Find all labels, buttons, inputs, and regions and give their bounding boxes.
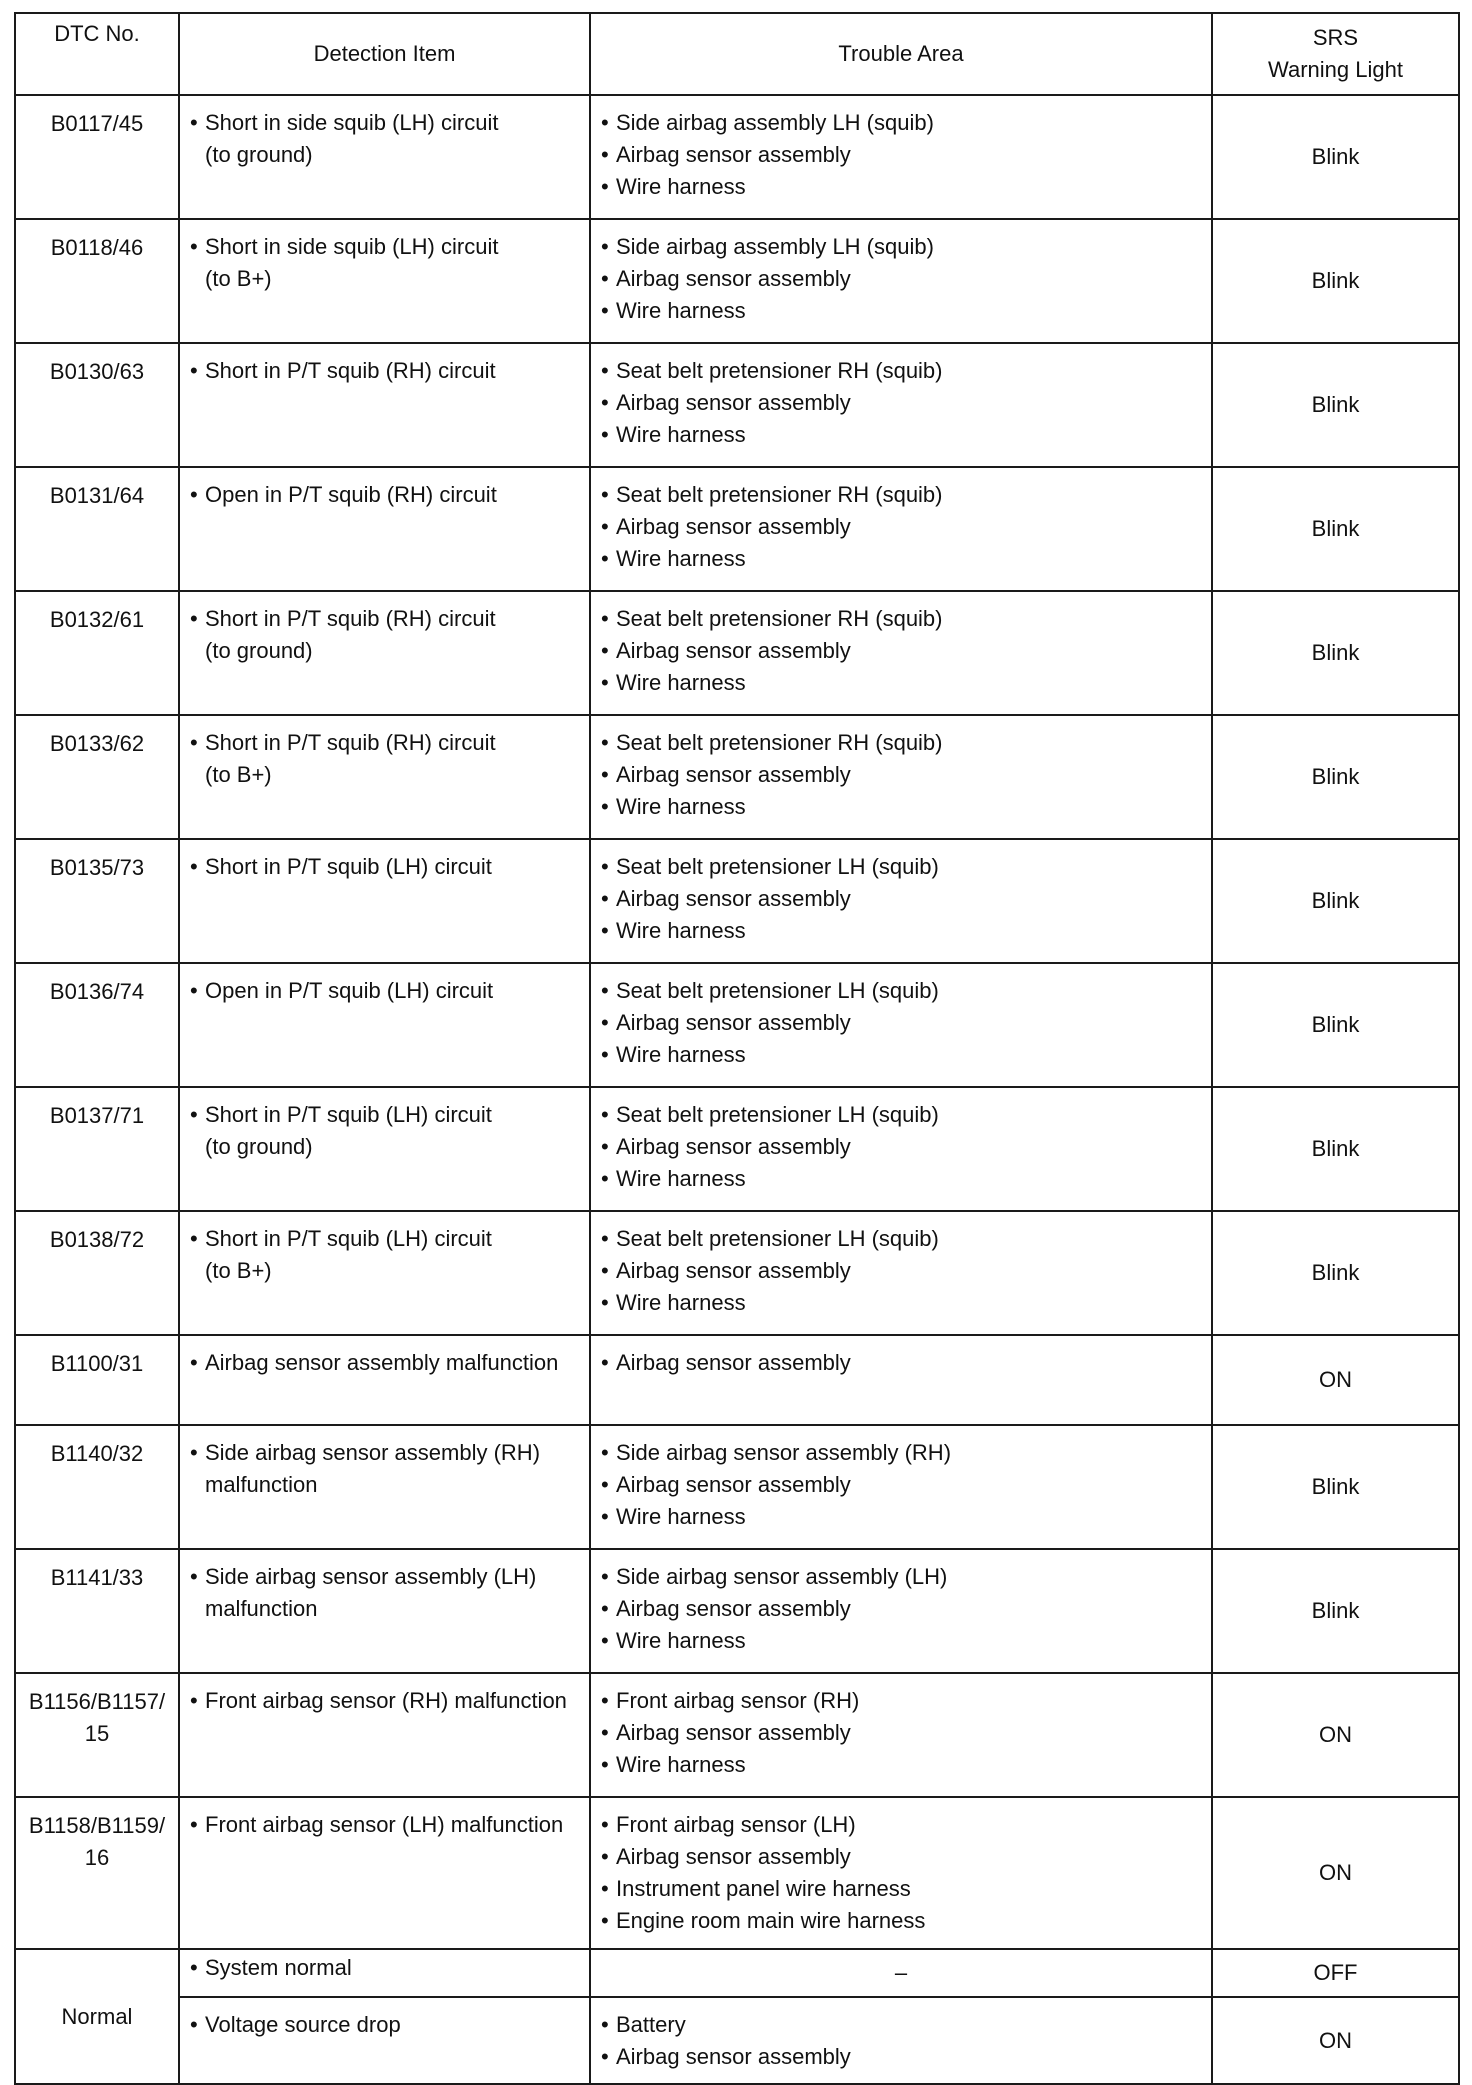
srs-warning-light-value: Blink (1311, 1260, 1360, 1285)
trouble-area-item: • Seat belt pretensioner RH (squib) (601, 355, 1203, 387)
srs-warning-light-cell (1212, 467, 1459, 591)
srs-warning-light-value: Blink (1311, 1598, 1360, 1623)
table-row (15, 1949, 1459, 1997)
trouble-area-item: • Airbag sensor assembly (601, 2041, 1203, 2073)
detection-line: (to ground) (205, 638, 313, 663)
dtc-code: B0137/71 (49, 1103, 145, 1128)
trouble-area-cell (590, 1549, 1212, 1673)
trouble-area-cell (590, 1997, 1212, 2084)
srs-warning-light-value: ON (1319, 2027, 1352, 2053)
srs-warning-light-cell (1212, 839, 1459, 963)
detection-line: • Short in P/T squib (LH) circuit (205, 854, 492, 879)
dtc-code-cell (15, 1087, 179, 1211)
detection-item (190, 603, 581, 667)
dtc-code: B1158/B1159/ (28, 1813, 166, 1838)
dtc-code: B1100/31 (50, 1351, 144, 1376)
trouble-area-cell (590, 467, 1212, 591)
srs-warning-light-value: OFF (1313, 1960, 1358, 1985)
dtc-table-body (15, 95, 1459, 2084)
dtc-code-cell (15, 219, 179, 343)
trouble-area-item: • Airbag sensor assembly (601, 511, 1203, 543)
srs-warning-light-value: Blink (1311, 268, 1360, 293)
srs-warning-light-value: Blink (1311, 144, 1360, 169)
table-row (15, 1797, 1459, 1949)
table-row (15, 963, 1459, 1087)
dtc-code: B0132/61 (49, 607, 145, 632)
detection-line: • Short in P/T squib (RH) circuit (205, 606, 496, 631)
detection-item-cell (179, 1425, 590, 1549)
srs-warning-light-value: Blink (1311, 640, 1360, 665)
dtc-code-cell (15, 343, 179, 467)
detection-line: • Short in P/T squib (RH) circuit (205, 358, 496, 383)
srs-warning-light-value: ON (1319, 1722, 1352, 1747)
table-row (15, 1425, 1459, 1549)
detection-item (190, 727, 581, 791)
dtc-code-cell (15, 591, 179, 715)
trouble-area-item: • Airbag sensor assembly (601, 883, 1203, 915)
detection-line: • Short in side squib (LH) circuit (205, 110, 499, 135)
trouble-area-item: • Engine room main wire harness (601, 1905, 1203, 1937)
trouble-area-item: • Wire harness (601, 915, 1203, 947)
dtc-code: 15 (84, 1721, 110, 1746)
detection-item (190, 1685, 581, 1717)
table-row (15, 1335, 1459, 1425)
srs-warning-light-cell (1212, 219, 1459, 343)
table-row (15, 715, 1459, 839)
table-row (15, 1549, 1459, 1673)
srs-warning-light-cell (1212, 343, 1459, 467)
srs-warning-light-value: Blink (1311, 888, 1360, 913)
trouble-area-item: • Wire harness (601, 1163, 1203, 1195)
detection-item: • System normal (190, 1952, 581, 1984)
detection-line: (to B+) (205, 266, 272, 291)
trouble-area-item: • Airbag sensor assembly (601, 1841, 1203, 1873)
detection-line: • Airbag sensor assembly malfunction (205, 1350, 559, 1375)
trouble-area-item: • Wire harness (601, 1039, 1203, 1071)
table-row (15, 343, 1459, 467)
detection-line: • Front airbag sensor (RH) malfunction (205, 1688, 567, 1713)
dtc-table (14, 12, 1460, 2085)
detection-item-cell (179, 1797, 590, 1949)
dtc-code-cell (15, 1425, 179, 1549)
srs-warning-light-value: Blink (1311, 1136, 1360, 1161)
dtc-code-cell (15, 839, 179, 963)
trouble-area-cell (590, 1087, 1212, 1211)
detection-item (190, 1561, 581, 1625)
detection-item (190, 1437, 581, 1501)
trouble-area-item: • Airbag sensor assembly (601, 1469, 1203, 1501)
trouble-area-item: • Airbag sensor assembly (601, 1717, 1203, 1749)
trouble-area-item: • Airbag sensor assembly (601, 387, 1203, 419)
trouble-area-item: • Seat belt pretensioner RH (squib) (601, 603, 1203, 635)
trouble-area-item: • Seat belt pretensioner LH (squib) (601, 1099, 1203, 1131)
dtc-code: B1156/B1157/ (28, 1689, 166, 1714)
table-row (15, 1087, 1459, 1211)
srs-warning-light-value: ON (1319, 1367, 1352, 1392)
detection-item-cell (179, 1673, 590, 1797)
trouble-area-item: • Wire harness (601, 543, 1203, 575)
trouble-area-item: • Wire harness (601, 295, 1203, 327)
trouble-area-item: • Airbag sensor assembly (601, 1007, 1203, 1039)
srs-warning-light-cell (1212, 1425, 1459, 1549)
trouble-area-item: • Wire harness (601, 171, 1203, 203)
header-trouble-area: Trouble Area (590, 13, 1212, 95)
detection-item (190, 231, 581, 295)
header-light-line1: SRS (1312, 25, 1359, 50)
table-row (15, 1673, 1459, 1797)
trouble-area-cell (590, 95, 1212, 219)
dtc-code-cell (15, 1949, 179, 2084)
detection-item (190, 355, 581, 387)
detection-line: • Side airbag sensor assembly (RH) (205, 1440, 541, 1465)
trouble-area-cell (590, 1797, 1212, 1949)
trouble-area-item: • Side airbag sensor assembly (LH) (601, 1561, 1203, 1593)
srs-warning-light-cell (1212, 963, 1459, 1087)
table-row (15, 1211, 1459, 1335)
detection-line: (to B+) (205, 762, 272, 787)
dtc-code: B0117/45 (50, 111, 144, 136)
dtc-code-cell (15, 95, 179, 219)
detection-item (190, 1099, 581, 1163)
trouble-area-item: • Side airbag sensor assembly (RH) (601, 1437, 1203, 1469)
srs-warning-light-cell (1212, 591, 1459, 715)
detection-item (190, 479, 581, 511)
detection-item-cell (179, 591, 590, 715)
detection-item (190, 107, 581, 171)
detection-item-cell (179, 1997, 590, 2084)
trouble-area-item: • Wire harness (601, 791, 1203, 823)
srs-warning-light-value: Blink (1311, 1474, 1360, 1499)
detection-item: • Voltage source drop (190, 2009, 581, 2041)
detection-item-cell (179, 1335, 590, 1425)
detection-line: • Open in P/T squib (RH) circuit (205, 482, 497, 507)
table-row (15, 839, 1459, 963)
header-row (15, 13, 1459, 95)
srs-warning-light-value: Blink (1311, 392, 1360, 417)
detection-item-cell (179, 963, 590, 1087)
header-detection-item: Detection Item (179, 13, 590, 95)
dtc-code: B0135/73 (49, 855, 145, 880)
detection-line: • Short in P/T squib (LH) circuit (205, 1102, 492, 1127)
detection-item-cell (179, 1087, 590, 1211)
srs-warning-light-value: Blink (1311, 516, 1360, 541)
detection-item (190, 975, 581, 1007)
srs-warning-light-cell (1212, 1673, 1459, 1797)
trouble-area-item: • Instrument panel wire harness (601, 1873, 1203, 1905)
dtc-code: B0136/74 (49, 979, 145, 1004)
srs-warning-light-value: Blink (1311, 1012, 1360, 1037)
trouble-area-item: • Airbag sensor assembly (601, 1255, 1203, 1287)
trouble-area-item: • Wire harness (601, 1749, 1203, 1781)
detection-item (190, 1223, 581, 1287)
dtc-code: B0138/72 (49, 1227, 145, 1252)
detection-line: (to ground) (205, 1134, 313, 1159)
detection-line: • Side airbag sensor assembly (LH) (205, 1564, 537, 1589)
trouble-area-item: • Side airbag assembly LH (squib) (601, 107, 1203, 139)
trouble-area-item: • Wire harness (601, 419, 1203, 451)
detection-line: malfunction (205, 1472, 318, 1497)
dtc-code-cell (15, 715, 179, 839)
detection-item-cell (179, 1549, 590, 1673)
trouble-area-item: • Wire harness (601, 1625, 1203, 1657)
detection-item-cell (179, 219, 590, 343)
dtc-code-cell (15, 1797, 179, 1949)
trouble-area-cell (590, 1425, 1212, 1549)
trouble-area-item: • Battery (601, 2009, 1203, 2041)
dtc-code: B1140/32 (50, 1441, 144, 1466)
dtc-code: B0133/62 (49, 731, 145, 756)
table-row (15, 467, 1459, 591)
trouble-area-cell (590, 343, 1212, 467)
trouble-area-item: • Front airbag sensor (RH) (601, 1685, 1203, 1717)
trouble-area-item: • Airbag sensor assembly (601, 139, 1203, 171)
detection-item-cell (179, 715, 590, 839)
detection-item-cell (179, 1949, 590, 1997)
trouble-area-item: • Side airbag assembly LH (squib) (601, 231, 1203, 263)
table-row (15, 1997, 1459, 2084)
srs-warning-light-value: Blink (1311, 764, 1360, 789)
header-light-line2: Warning Light (1268, 57, 1403, 82)
dtc-code: Normal (61, 2003, 133, 2029)
detection-item (190, 1809, 581, 1841)
srs-warning-light-cell (1212, 1549, 1459, 1673)
header-srs-warning-light (1212, 13, 1459, 95)
dtc-code-cell (15, 1673, 179, 1797)
detection-item-cell (179, 467, 590, 591)
detection-item-cell (179, 343, 590, 467)
trouble-area-item: • Airbag sensor assembly (601, 1131, 1203, 1163)
dtc-code: B0130/63 (49, 359, 145, 384)
trouble-area-item: • Airbag sensor assembly (601, 263, 1203, 295)
detection-item-cell (179, 839, 590, 963)
trouble-area-item: • Seat belt pretensioner RH (squib) (601, 479, 1203, 511)
srs-warning-light-cell (1212, 1949, 1459, 1997)
trouble-area-item: • Seat belt pretensioner LH (squib) (601, 1223, 1203, 1255)
srs-warning-light-cell (1212, 715, 1459, 839)
trouble-area-item: • Wire harness (601, 1501, 1203, 1533)
trouble-area-cell (590, 591, 1212, 715)
trouble-area-cell (590, 1673, 1212, 1797)
trouble-area-item: • Airbag sensor assembly (601, 635, 1203, 667)
dtc-code: 16 (84, 1845, 110, 1870)
trouble-area-cell (590, 1949, 1212, 1997)
trouble-area-cell (590, 1335, 1212, 1425)
detection-line: • Short in P/T squib (RH) circuit (205, 730, 496, 755)
dtc-code-cell (15, 1549, 179, 1673)
dtc-code: B1141/33 (50, 1565, 144, 1590)
trouble-area-item: • Airbag sensor assembly (601, 1593, 1203, 1625)
srs-warning-light-cell (1212, 1335, 1459, 1425)
dtc-code: B0131/64 (49, 483, 145, 508)
trouble-area-item: • Seat belt pretensioner LH (squib) (601, 975, 1203, 1007)
dtc-code: B0118/46 (50, 235, 144, 260)
detection-line: (to ground) (205, 142, 313, 167)
srs-warning-light-cell (1212, 1997, 1459, 2084)
detection-item-cell (179, 95, 590, 219)
detection-line: • Front airbag sensor (LH) malfunction (205, 1812, 564, 1837)
trouble-area-cell (590, 715, 1212, 839)
srs-warning-light-cell (1212, 1797, 1459, 1949)
srs-warning-light-cell (1212, 95, 1459, 219)
detection-line: • Short in P/T squib (LH) circuit (205, 1226, 492, 1251)
dtc-code-cell (15, 467, 179, 591)
trouble-area-item: • Airbag sensor assembly (601, 759, 1203, 791)
table-row (15, 95, 1459, 219)
trouble-area-item: • Wire harness (601, 1287, 1203, 1319)
detection-line: • Open in P/T squib (LH) circuit (205, 978, 494, 1003)
trouble-area-item: • Wire harness (601, 667, 1203, 699)
trouble-area-cell (590, 839, 1212, 963)
table-row (15, 219, 1459, 343)
header-dtc-no: DTC No. (15, 13, 179, 95)
trouble-area-cell (590, 1211, 1212, 1335)
detection-line: malfunction (205, 1596, 318, 1621)
dtc-code-cell (15, 963, 179, 1087)
detection-line: (to B+) (205, 1258, 272, 1283)
trouble-area-cell (590, 219, 1212, 343)
detection-line: • Short in side squib (LH) circuit (205, 234, 499, 259)
detection-item-cell (179, 1211, 590, 1335)
dtc-code-cell (15, 1335, 179, 1425)
trouble-area-dash: – (894, 1960, 908, 1985)
trouble-area-item: • Front airbag sensor (LH) (601, 1809, 1203, 1841)
trouble-area-item: • Airbag sensor assembly (601, 1347, 1203, 1379)
detection-item (190, 851, 581, 883)
srs-warning-light-value: ON (1319, 1860, 1352, 1885)
dtc-code-cell (15, 1211, 179, 1335)
trouble-area-item: • Seat belt pretensioner RH (squib) (601, 727, 1203, 759)
detection-item (190, 1347, 581, 1379)
table-row (15, 591, 1459, 715)
trouble-area-cell (590, 963, 1212, 1087)
srs-warning-light-cell (1212, 1211, 1459, 1335)
srs-warning-light-cell (1212, 1087, 1459, 1211)
trouble-area-item: • Seat belt pretensioner LH (squib) (601, 851, 1203, 883)
